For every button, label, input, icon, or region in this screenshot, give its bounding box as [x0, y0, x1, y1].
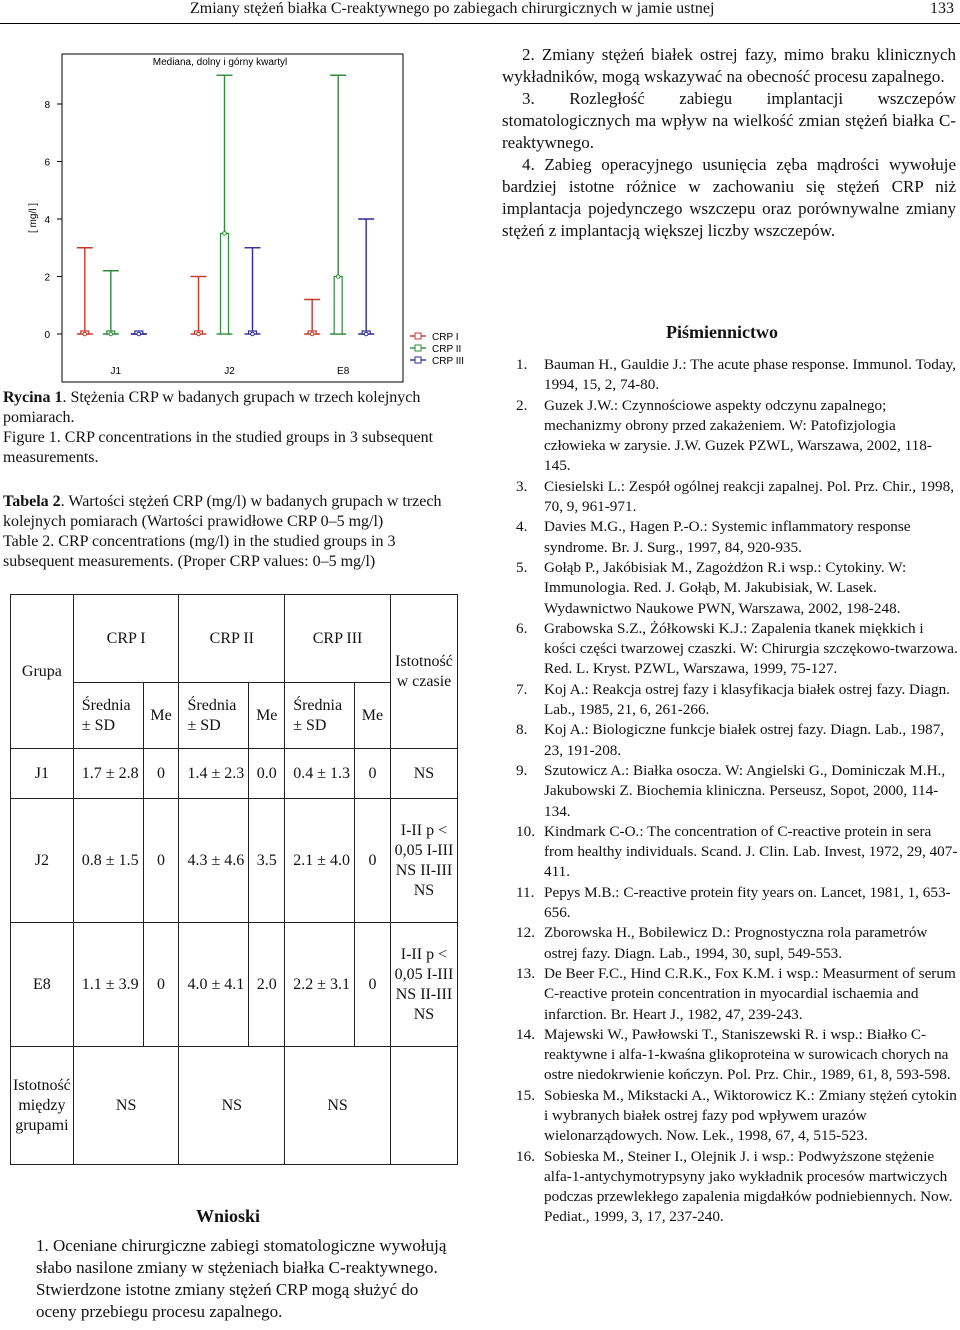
box-crp-iii-e8: [358, 219, 374, 336]
significance-cell: I-II p < 0,05 I-III NS II-III NS: [390, 923, 457, 1047]
conclusions-continued: [502, 44, 956, 242]
table-caption-pl: . Wartości stężeń CRP (mg/l) w badanych grupach w trzech kolejnych pomiarach (Wartości prawidłowe CRP 0–5 mg/l): [3, 493, 442, 530]
between-crp3-cell: NS: [285, 1047, 391, 1165]
reference-text: Davies M.G., Hagen P.-O.: Systemic inflammatory response syndrome. Br. J. Surg., 1997, 84, 920-935.: [544, 518, 911, 556]
median-cell: 0: [355, 799, 391, 923]
median-cell: 0: [355, 923, 391, 1047]
table-row: [11, 749, 458, 799]
legend-label: CRP III: [432, 356, 465, 367]
box-crp-ii-j1: [103, 271, 119, 336]
running-header: [0, 0, 960, 24]
mean-cell: 1.7 ± 2.8: [73, 749, 143, 799]
reference-number: 4.: [516, 518, 528, 536]
table-label: Tabela 2: [3, 493, 61, 510]
reference-item: [502, 680, 958, 721]
figure-label: Rycina 1: [3, 389, 63, 406]
results-table: [10, 594, 458, 1164]
box-crp-i-j2: [191, 277, 207, 336]
reference-number: 15.: [516, 1086, 535, 1104]
y-tick-label: 6: [44, 157, 50, 169]
reference-item: [502, 355, 958, 396]
reference-number: 10.: [516, 822, 535, 840]
table-caption-en: Table 2. CRP concentrations (mg/l) in the studied groups in 3 subsequent measurements. (Proper CRP values: 0–5 mg/l): [3, 533, 396, 570]
reference-number: 6.: [516, 619, 528, 637]
table-row-between: [11, 1047, 458, 1165]
header-mean: Średnia ± SD: [73, 683, 143, 749]
reference-item: [502, 964, 958, 1025]
reference-text: Grabowska S.Z., Żółkowski K.J.: Zapalenia tkanek miękkich i kości części twarzowej czaszki. W: Chirurgia szczękowo-twarzowa. Red. L. Kryst. PZWL, Warszawa, 1999, 75-127.: [544, 619, 958, 678]
legend-swatch-box: [415, 333, 421, 339]
median-cell: 0: [355, 749, 391, 799]
table-row: [11, 923, 458, 1047]
box-crp-iii-j1: [131, 331, 147, 336]
median-cell: 0: [143, 799, 179, 923]
reference-item: [502, 923, 958, 964]
reference-item: [502, 761, 958, 822]
header-group: Grupa: [11, 595, 74, 749]
box-crp-ii-j2: [217, 75, 233, 334]
box-crp-ii-e8: [330, 75, 346, 334]
reference-text: Sobieska M., Mikstacki A., Wiktorowicz K.: Zmiany stężeń cytokin i wybranych białek ostrej fazy pod wpływem urazów wielonarządowych. Now. Lek., 1998, 67, 4, 515-523.: [544, 1086, 957, 1145]
median-cell: 3.5: [249, 799, 285, 923]
mean-cell: 0.8 ± 1.5: [73, 799, 143, 923]
reference-text: Kindmark C-O.: The concentration of C-reactive protein in sera from healthy individuals. Scand. J. Clin. Lab. Invest, 1972, 29, 407-411.: [544, 822, 958, 881]
legend-label: CRP I: [432, 332, 459, 343]
header-significance-time: Istotność w czasie: [390, 595, 457, 749]
box-crp-i-e8: [304, 300, 320, 336]
reference-text: De Beer F.C., Hind C.R.K., Fox K.M. i wsp.: Measurment of serum C-reactive protein concentration in myocardial ischaemia and infarction. Br. Heart J., 1982, 47, 239-243.: [544, 964, 956, 1023]
group-cell: J2: [11, 799, 74, 923]
median-cell: 0.0: [249, 749, 285, 799]
mean-cell: 0.4 ± 1.3: [285, 749, 355, 799]
group-cell: E8: [11, 923, 74, 1047]
header-mean: Średnia ± SD: [179, 683, 249, 749]
box-rect: [334, 277, 342, 335]
reference-number: 12.: [516, 924, 535, 942]
reference-number: 14.: [516, 1025, 535, 1043]
median-point: [364, 332, 368, 336]
reference-item: [502, 1086, 958, 1147]
mean-cell: 2.1 ± 4.0: [285, 799, 355, 923]
conclusion-2: 2. Zmiany stężeń białek ostrej fazy, mimo braku klinicznych wykładników, mogą wskazywać na obecność procesu zapalnego.: [502, 45, 956, 86]
group-cell: J1: [11, 749, 74, 799]
y-tick-label: 8: [44, 100, 50, 111]
conclusion-3: 3. Rozległość zabiegu implantacji wszczepów stomatologicznych ma wpływ na wielkość zmian stężeń białka C-reaktywnego.: [502, 89, 956, 152]
median-point: [336, 275, 340, 279]
reference-item: [502, 396, 958, 477]
table-caption: [3, 492, 461, 572]
x-tick-label: J1: [110, 366, 122, 377]
legend-label: CRP II: [432, 344, 462, 355]
median-cell: 2.0: [249, 923, 285, 1047]
header-median: Me: [143, 683, 179, 749]
mean-cell: 1.1 ± 3.9: [73, 923, 143, 1047]
header-crp3: CRP III: [285, 595, 391, 683]
conclusions-heading: Wnioski: [196, 1206, 261, 1226]
figure-caption-pl: . Stężenia CRP w badanych grupach w trzech kolejnych pomiarach.: [3, 389, 421, 426]
reference-item: [502, 558, 958, 619]
mean-cell: 2.2 ± 3.1: [285, 923, 355, 1047]
reference-number: 1.: [516, 356, 528, 373]
y-tick-label: 0: [44, 330, 50, 341]
mean-cell: 4.0 ± 4.1: [179, 923, 249, 1047]
reference-item: [502, 477, 958, 518]
header-title: Zmiany stężeń białka C-reaktywnego po zabiegach chirurgicznych w jamie ustnej: [190, 0, 715, 17]
reference-number: 7.: [516, 680, 528, 698]
reference-item: [502, 1147, 958, 1228]
reference-number: 11.: [516, 883, 535, 901]
box-crp-i-j1: [77, 248, 93, 336]
reference-text: Szutowicz A.: Białka osocza. W: Angielski G., Dominiczak M.H., Jakubowski Z. Biochemia kliniczna. Perseusz, Sopot, 2000, 114-134.: [544, 761, 946, 820]
significance-cell: I-II p < 0,05 I-III NS II-III NS: [390, 799, 457, 923]
median-point: [83, 332, 87, 336]
reference-number: 13.: [516, 964, 535, 982]
references-heading: Piśmiennictwo: [666, 322, 778, 342]
header-mean: Średnia ± SD: [285, 683, 355, 749]
reference-text: Ciesielski L.: Zespół ogólnej reakcji zapalnej. Pol. Prz. Chir., 1998, 70, 9, 961-971.: [544, 477, 954, 516]
header-median: Me: [249, 683, 285, 749]
reference-item: [502, 1025, 958, 1086]
conclusion-4: 4. Zabieg operacyjnego usunięcia zęba mądrości wywołuje bardziej istotne różnice w zachowaniu się stężeń CRP niż implantacja pojedynczego wszczepu oraz porównywalne zmiany stężeń z implantacją większej liczby wszczepów.: [502, 155, 956, 240]
reference-number: 9.: [516, 761, 528, 779]
median-cell: 0: [143, 923, 179, 1047]
median-cell: 0: [143, 749, 179, 799]
reference-item: [502, 517, 958, 558]
median-point: [223, 232, 227, 236]
between-empty-cell: [390, 1047, 457, 1165]
references-list: [502, 355, 958, 1228]
box-rect: [221, 233, 229, 334]
x-tick-label: E8: [337, 366, 350, 377]
reference-item: [502, 619, 958, 680]
reference-number: 2.: [516, 396, 528, 414]
between-crp1-cell: NS: [73, 1047, 179, 1165]
median-point: [310, 332, 314, 336]
table-row: [11, 799, 458, 923]
reference-item: [502, 883, 958, 924]
median-point: [109, 332, 113, 336]
header-crp1: CRP I: [73, 595, 179, 683]
median-point: [197, 332, 201, 336]
chart-title: Mediana, dolny i górny kwartyl: [152, 57, 288, 68]
y-axis-label: [ mg/l ]: [28, 202, 39, 234]
reference-item: [502, 720, 958, 761]
reference-text: Guzek J.W.: Czynnościowe aspekty odczynu zapalnego; mechanizmy obrony przed zakażeniem. W: Patofizjologia człowieka w zarysie. J.W. Guzek PZWL, Warszawa, 2002, 118-145.: [544, 396, 932, 475]
reference-number: 3.: [516, 477, 528, 495]
reference-number: 5.: [516, 558, 528, 576]
reference-item: [502, 822, 958, 883]
between-label-cell: Istotność między grupami: [11, 1047, 74, 1165]
conclusion-1-text: 1. Oceniane chirurgiczne zabiegi stomatologiczne wywołują słabo nasilone zmiany w stężeniach białka C-reaktywnego. Stwierdzone istotne zmiany stężeń CRP mogą służyć do oceny przebiegu procesu zapalnego.: [36, 1236, 447, 1321]
y-tick-label: 2: [44, 272, 50, 284]
y-tick-label: 4: [44, 215, 50, 226]
header-crp2: CRP II: [179, 595, 285, 683]
box-crp-iii-j2: [245, 248, 261, 336]
reference-text: Majewski W., Pawłowski T., Staniszewski R. i wsp.: Białko C-reaktywne i alfa-1-kwaśna glikoproteina w surowicach chorych na ostre niedokrwienie kończyn. Pol. Prz. Chir., 1989, 61, 8, 593-598.: [544, 1025, 951, 1084]
significance-cell: NS: [390, 749, 457, 799]
legend-swatch-box: [415, 345, 421, 351]
reference-number: 16.: [516, 1147, 535, 1165]
median-point: [251, 332, 255, 336]
x-tick-label: J2: [224, 366, 235, 377]
reference-text: Gołąb P., Jakóbisiak M., Zagożdżon R.i wsp.: Cytokiny. W: Immunologia. Red. J. Gołąb, M. Jakubisiak, W. Lasek. Wydawnictwo Naukowe PWN, Warszawa, 2002, 198-248.: [544, 558, 907, 617]
reference-text: Koj A.: Biologiczne funkcje białek ostrej fazy. Diagn. Lab., 1987, 23, 191-208.: [544, 721, 945, 759]
header-median: Me: [355, 683, 391, 749]
reference-text: Pepys M.B.: C-reactive protein fity years on. Lancet, 1981, 1, 653-656.: [544, 883, 951, 922]
reference-text: Koj A.: Reakcja ostrej fazy i klasyfikacja białek ostrej fazy. Diagn. Lab., 1985, 21, 6, 261-266.: [544, 680, 950, 719]
conclusion-1: [36, 1235, 460, 1323]
figure-caption: [3, 388, 461, 468]
reference-text: Sobieska M., Steiner I., Olejnik J. i wsp.: Podwyższone stężenie alfa-1-antychymotrypsyny jako wykładnik procesów martwiczych podczas przewlekłego zapalenia migdałków podniebiennych. Now. Pediat., 1999, 3, 17, 237-240.: [544, 1147, 953, 1226]
between-crp2-cell: NS: [179, 1047, 285, 1165]
mean-cell: 4.3 ± 4.6: [179, 799, 249, 923]
median-point: [137, 332, 141, 336]
reference-text: Zborowska H., Bobilewicz D.: Prognostyczna rola parametrów ostrej fazy. Diagn. Lab., 1994, 30, supl, 549-553.: [544, 924, 928, 962]
mean-cell: 1.4 ± 2.3: [179, 749, 249, 799]
legend-swatch-box: [415, 357, 421, 363]
crp-boxplot-chart: [0, 40, 480, 390]
page-number: 133: [930, 0, 954, 17]
reference-text: Bauman H., Gauldie J.: The acute phase response. Immunol. Today, 1994, 15, 2, 74-80.: [544, 356, 956, 394]
reference-number: 8.: [516, 721, 528, 739]
figure-caption-en: Figure 1. CRP concentrations in the studied groups in 3 subsequent measurements.: [3, 429, 434, 466]
